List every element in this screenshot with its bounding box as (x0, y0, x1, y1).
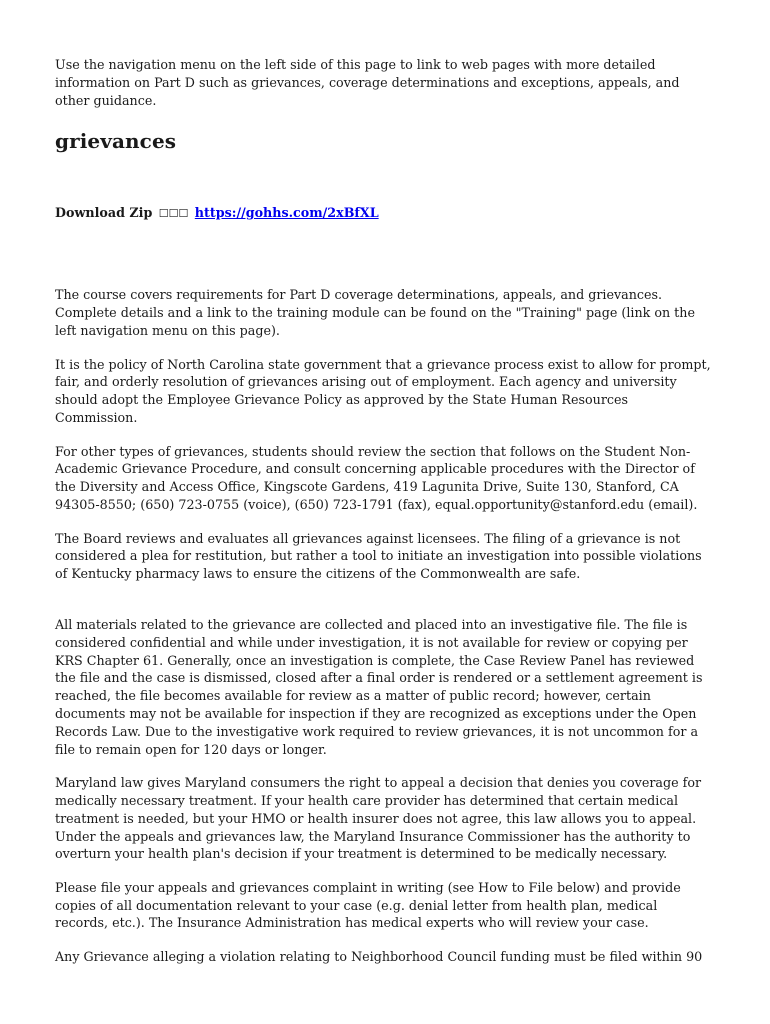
download-label: Download Zip (55, 205, 153, 221)
paragraph-kentucky-board: The Board reviews and evaluates all grievances against licensees. The filing of a grievance is not considered a plea for restitution, but rather a tool to initiate an investigation into possible violations of Kentucky pharmacy laws to ensure the citizens of the Commonwealth are safe. (55, 530, 702, 582)
paragraph-file-complaint: Please file your appeals and grievances complaint in writing (see How to File below) and provide copies of all documentation relevant to your case (e.g. denial letter from health plan, medical records, etc.). The Insurance Administration has medical experts who will review your case. (55, 879, 681, 931)
page-heading: grievances (55, 129, 177, 154)
paragraph-maryland-law: Maryland law gives Maryland consumers the right to appeal a decision that denies you coverage for medically necessary treatment. If your health care provider has determined that certain medical treatment is needed, but your HMO or health insurer does not agree, this law allows you to appeal. Under the appeals and grievances law, the Maryland Insurance Commissioner has the authority to overturn your health plan's decision if your treatment is determined to be medically necessary. (55, 775, 702, 862)
paragraph-course: The course covers requirements for Part D coverage determinations, appeals, and grievances. Complete details and a link to the training module can be found on the "Training" page (link on the left navigation menu on this page). (55, 287, 695, 338)
intro-paragraph: Use the navigation menu on the left side of this page to link to web pages with more detailed information on Part D such as grievances, coverage determinations and exceptions, appeals, and other guidance. (55, 57, 680, 108)
paragraph-neighborhood-council: Any Grievance alleging a violation relating to Neighborhood Council funding must be filed within 90 (55, 949, 703, 965)
spacer (55, 223, 714, 286)
paragraph-nc-policy: It is the policy of North Carolina state government that a grievance process exist to allow for prompt, fair, and orderly resolution of grievances arising out of employment. Each agency and university should adopt the Employee Grievance Policy as approved by the State Human Resources Commission. (55, 356, 711, 425)
paragraph-investigative-file: All materials related to the grievance are collected and placed into an investigative file. The file is considered confidential and while under investigation, it is not available for review or copying per KRS Chapter 61. Generally, once an investigation is complete, the Case Review Panel has reviewed the file and the case is dismissed, closed after a final order is rendered or a settlement agreement is reached, the file becomes available for review as a matter of public record; however, certain documents may not be available for inspection if they are recognized as exceptions under the Open Records Law. Due to the investigative work required to review grievances, it is not uncommon for a file to remain open for 120 days or longer. (55, 616, 703, 757)
download-line (55, 204, 714, 223)
paragraph-stanford: For other types of grievances, students should review the section that follows on the Student Non-Academic Grievance Procedure, and consult concerning applicable procedures with the Director of the Diversity and Access Office, Kingscote Gardens, 419 Lagunita Drive, Suite 130, Stanford, CA 94305-8550; (650) 723-0755 (voice), (650) 723-1791 (fax), equal.opportunity@stanford.edu (email). (55, 443, 698, 512)
download-link[interactable]: https://gohhs.com/2xBfXL (194, 205, 379, 221)
missing-glyph-icons: ☐☐☐ (158, 207, 189, 221)
